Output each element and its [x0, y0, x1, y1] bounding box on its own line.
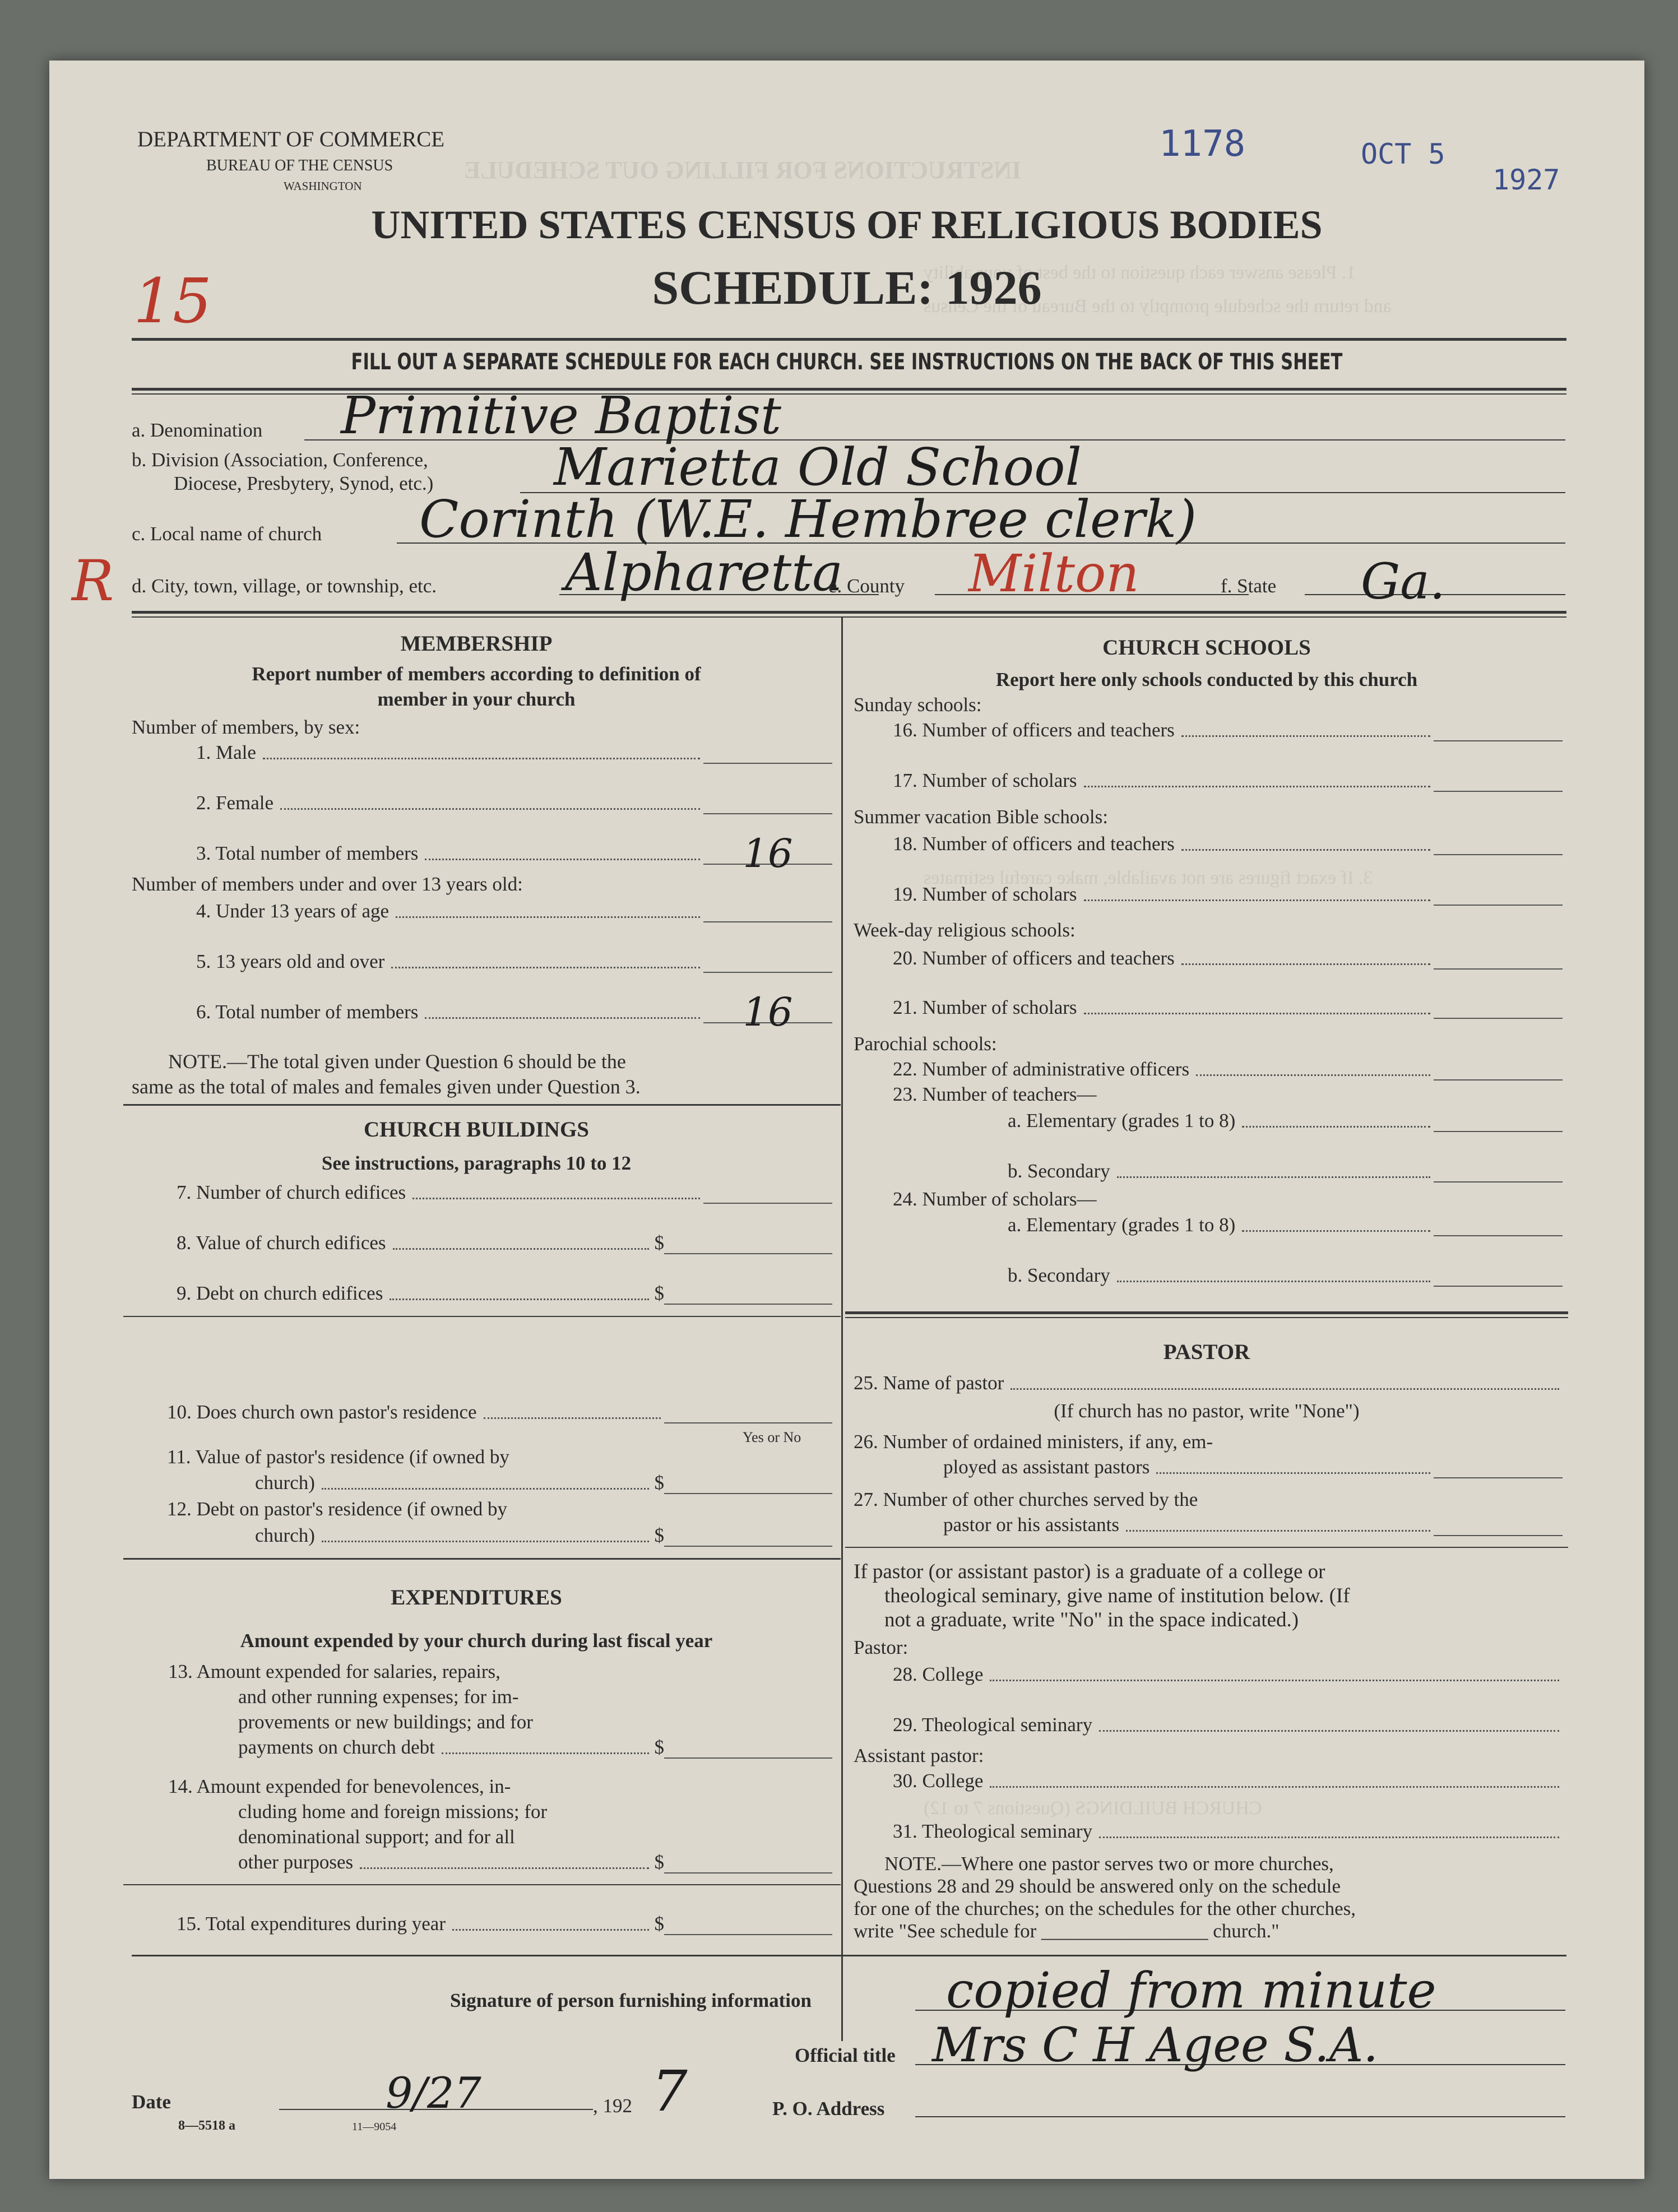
date-value[interactable]: 9/27: [386, 2068, 481, 2118]
q20-answer[interactable]: [1434, 948, 1563, 970]
q1-label: 1. Male: [196, 741, 256, 763]
q23b-label: b. Secondary: [1008, 1160, 1110, 1182]
pastor-title: PASTOR: [1163, 1340, 1250, 1364]
q11-label: 11. Value of pastor's residence (if owned by: [167, 1446, 509, 1468]
q24-label: 24. Number of scholars—: [893, 1188, 1097, 1210]
q26-label-2: ployed as assistant pastors: [943, 1456, 1150, 1478]
q3-answer[interactable]: 16: [703, 843, 832, 865]
margin-number-mark: 15: [133, 265, 212, 337]
q6-label: 6. Total number of members: [196, 1001, 419, 1023]
q24a-row: [1008, 1214, 1563, 1236]
q24a-answer[interactable]: [1434, 1215, 1563, 1236]
q25-row: [854, 1372, 1563, 1394]
division-value: Marietta Old School: [554, 437, 1082, 497]
rule: [845, 1317, 1568, 1318]
left-column: [112, 61, 841, 2179]
q14-row: [238, 1851, 832, 1874]
weekday-schools-label: Week-day religious schools:: [854, 919, 1076, 941]
parochial-schools-label: Parochial schools:: [854, 1033, 997, 1055]
expenditures-subtitle: Amount expended by your church during last fiscal year: [240, 1630, 713, 1652]
q22-answer[interactable]: [1434, 1059, 1563, 1081]
assistant-pastor-label: Assistant pastor:: [854, 1745, 984, 1766]
division-label-2: Diocese, Presbytery, Synod, etc.): [174, 472, 434, 494]
q6-answer[interactable]: 16: [703, 1002, 832, 1023]
q7-row: [177, 1181, 832, 1204]
leader-dots: [322, 1487, 649, 1490]
q23b-answer[interactable]: [1434, 1161, 1563, 1182]
q12-row: [255, 1524, 832, 1547]
leader-dots: [484, 1417, 661, 1419]
q14-label-4: other purposes: [238, 1851, 354, 1873]
pastor-note: NOTE.—Where one pastor serves two or more churches,: [884, 1853, 1334, 1875]
q21-answer[interactable]: [1434, 998, 1563, 1019]
leader-dots: [322, 1540, 649, 1542]
q26-answer[interactable]: [1434, 1457, 1563, 1478]
dollar-sign: $: [654, 1232, 664, 1254]
church-name-value: Corinth (W.E. Hembree clerk): [419, 489, 1197, 549]
leader-dots: [425, 1017, 700, 1019]
by-age-label: Number of members under and over 13 years old:: [132, 873, 523, 895]
form-title: UNITED STATES CENSUS OF RELIGIOUS BODIES: [371, 202, 1323, 247]
q17-label: 17. Number of scholars: [893, 769, 1077, 791]
bleed-through-text: and return the schedule promptly to the Bureau of the Census: [924, 296, 1392, 317]
pastor-sub-label: Pastor:: [854, 1636, 908, 1658]
leader-dots: [1099, 1729, 1559, 1732]
membership-intro-2: member in your church: [377, 688, 576, 710]
q28-row: [893, 1663, 1563, 1686]
q31-label: 31. Theological seminary: [893, 1820, 1093, 1842]
r-margin-mark: R: [72, 548, 114, 614]
leader-dots: [391, 966, 700, 968]
q13-row: [238, 1736, 832, 1759]
q18-label: 18. Number of officers and teachers: [893, 833, 1175, 855]
q13-answer[interactable]: [664, 1737, 832, 1759]
dollar-sign: $: [654, 1282, 664, 1304]
q8-answer[interactable]: [664, 1233, 832, 1254]
q20-label: 20. Number of officers and teachers: [893, 947, 1175, 969]
q6-row: [196, 989, 832, 1035]
received-date-stamp: OCT 5: [1361, 138, 1445, 170]
dollar-sign: $: [654, 1913, 664, 1935]
expenditures-title: EXPENDITURES: [391, 1585, 562, 1610]
q2-label: 2. Female: [196, 792, 274, 814]
dollar-sign: $: [654, 1736, 664, 1758]
q5-row: [196, 950, 832, 973]
q17-row: [893, 769, 1563, 792]
bleed-through-text: CHURCH BUILDINGS (Questions 7 to 12): [924, 1798, 1262, 1819]
q25-note: (If church has no pastor, write "None"): [1054, 1400, 1360, 1422]
pastor-note-4: write "See schedule for _________________ church.": [854, 1920, 1280, 1942]
graduate-instruction-3: not a graduate, write "No" in the space indicated.): [884, 1608, 1299, 1631]
q7-label: 7. Number of church edifices: [177, 1181, 406, 1203]
q12-label: 12. Debt on pastor's residence (if owned by: [167, 1498, 507, 1520]
leader-dots: [990, 1786, 1559, 1788]
q29-row: [893, 1714, 1563, 1736]
date-label: Date: [132, 2091, 171, 2113]
q23a-row: [1008, 1110, 1563, 1132]
leader-dots: [1156, 1472, 1430, 1474]
q16-row: [893, 719, 1563, 741]
rule: [845, 1311, 1568, 1314]
q8-row: [177, 1232, 832, 1254]
denomination-label: a. Denomination: [132, 419, 263, 441]
q19-label: 19. Number of scholars: [893, 883, 1077, 905]
q30-row: [893, 1770, 1563, 1792]
q19-answer[interactable]: [1434, 884, 1563, 906]
leader-dots: [1117, 1280, 1430, 1282]
by-sex-label: Number of members, by sex:: [132, 716, 360, 738]
dollar-sign: $: [654, 1472, 664, 1494]
q4-answer[interactable]: [703, 901, 832, 922]
column-divider: [841, 618, 843, 2041]
date-year-value[interactable]: 7: [652, 2058, 688, 2124]
rule: [132, 1955, 1566, 1956]
q27-row: [943, 1514, 1563, 1536]
q10-answer[interactable]: [664, 1402, 832, 1423]
census-form-sheet: [49, 61, 1644, 2179]
q19-row: [893, 883, 1563, 906]
q24a-label: a. Elementary (grades 1 to 8): [1008, 1214, 1236, 1236]
county-value: Milton: [968, 544, 1139, 604]
bureau-line: BUREAU OF THE CENSUS: [206, 157, 393, 174]
leader-dots: [360, 1867, 648, 1869]
q24b-answer[interactable]: [1434, 1265, 1563, 1287]
q31-row: [893, 1820, 1563, 1843]
q11-row: [255, 1472, 832, 1494]
q14-answer[interactable]: [664, 1852, 832, 1874]
q14-label: 14. Amount expended for benevolences, in-: [168, 1775, 511, 1797]
q23-label: 23. Number of teachers—: [893, 1083, 1097, 1105]
dollar-sign: $: [654, 1524, 664, 1546]
q16-answer[interactable]: [1434, 720, 1563, 741]
division-label: b. Division (Association, Conference,: [132, 449, 428, 471]
q29-label: 29. Theological seminary: [893, 1714, 1093, 1736]
q1-answer[interactable]: [703, 743, 832, 764]
rule: [123, 1884, 841, 1885]
leader-dots: [1099, 1836, 1559, 1838]
q13-label-2: and other running expenses; for im-: [238, 1686, 519, 1708]
q2-female-row: [196, 792, 832, 814]
q27-label-2: pastor or his assistants: [943, 1514, 1120, 1536]
schools-title: CHURCH SCHOOLS: [1102, 636, 1311, 660]
q11-answer[interactable]: [664, 1473, 832, 1494]
q22-row: [893, 1058, 1563, 1081]
q13-label-3: provements or new buildings; and for: [238, 1711, 533, 1733]
leader-dots: [1242, 1125, 1430, 1128]
received-year-stamp: 1927: [1492, 164, 1560, 196]
q3-total-row: [196, 831, 832, 877]
q23a-answer[interactable]: [1434, 1111, 1563, 1132]
q11-label-2: church): [255, 1472, 315, 1494]
schedule-year: SCHEDULE: 1926: [652, 261, 1042, 314]
department-line: DEPARTMENT OF COMMERCE: [137, 127, 445, 151]
city-line: WASHINGTON: [284, 179, 362, 193]
q26-row: [943, 1456, 1563, 1478]
signature-label: Signature of person furnishing information: [450, 1990, 812, 2011]
leader-dots: [390, 1298, 648, 1300]
state-value: Ga.: [1361, 553, 1445, 610]
leader-dots: [1084, 899, 1430, 901]
membership-title: MEMBERSHIP: [400, 632, 553, 656]
rule: [845, 1547, 1568, 1548]
q27-label: 27. Number of other churches served by the: [854, 1488, 1198, 1510]
q8-label: 8. Value of church edifices: [177, 1232, 386, 1254]
leader-dots: [1010, 1388, 1559, 1390]
denomination-value: Primitive Baptist: [341, 386, 781, 446]
q15-label: 15. Total expenditures during year: [177, 1913, 446, 1935]
leader-dots: [990, 1679, 1559, 1681]
q27-answer[interactable]: [1434, 1515, 1563, 1536]
q23b-row: [1008, 1160, 1563, 1182]
church-name-label: c. Local name of church: [132, 523, 322, 545]
instruction-banner: FILL OUT A SEPARATE SCHEDULE FOR EACH CHURCH. SEE INSTRUCTIONS ON THE BACK OF THIS SHEET: [351, 349, 1343, 375]
leader-dots: [393, 1248, 649, 1250]
leader-dots: [442, 1752, 649, 1754]
print-number: 11—9054: [352, 2121, 397, 2133]
leader-dots: [1181, 963, 1430, 965]
membership-note: NOTE.—The total given under Question 6 should be the: [168, 1050, 626, 1073]
q25-label: 25. Name of pastor: [854, 1372, 1004, 1394]
bleed-through-text: 1. Please answer each question to the best of your ability: [924, 262, 1356, 283]
leader-dots: [263, 757, 700, 759]
field-line: [915, 2116, 1565, 2117]
leader-dots: [425, 858, 700, 860]
leader-dots: [1181, 848, 1430, 851]
membership-intro: Report number of members according to definition of: [252, 663, 701, 685]
q9-answer[interactable]: [664, 1283, 832, 1305]
leader-dots: [1084, 1012, 1430, 1014]
q28-label: 28. College: [893, 1663, 984, 1685]
bleed-through-text: 3. If exact figures are not available, make careful estimates: [924, 868, 1373, 888]
q9-label: 9. Debt on church edifices: [177, 1282, 383, 1304]
q13-label: 13. Amount expended for salaries, repairs,: [168, 1661, 500, 1682]
q30-label: 30. College: [893, 1770, 984, 1792]
q21-row: [893, 996, 1563, 1019]
sunday-schools-label: Sunday schools:: [854, 694, 982, 716]
q10-label: 10. Does church own pastor's residence: [167, 1401, 477, 1423]
leader-dots: [1196, 1074, 1430, 1076]
buildings-subtitle: See instructions, paragraphs 10 to 12: [321, 1152, 632, 1174]
leader-dots: [1242, 1230, 1430, 1232]
q26-label: 26. Number of ordained ministers, if any, em-: [854, 1431, 1213, 1453]
q15-answer[interactable]: [664, 1914, 832, 1935]
q3-label: 3. Total number of members: [196, 842, 419, 864]
q9-row: [177, 1282, 832, 1305]
q2-answer[interactable]: [703, 793, 832, 814]
q22-label: 22. Number of administrative officers: [893, 1058, 1190, 1080]
q4-row: [196, 900, 832, 922]
pastor-note-3: for one of the churches; on the schedules for the other churches,: [854, 1898, 1356, 1919]
q18-row: [893, 833, 1563, 855]
graduate-instruction: If pastor (or assistant pastor) is a graduate of a college or: [854, 1560, 1325, 1583]
schedule-number-stamp: 1178: [1159, 123, 1246, 165]
bleed-through-text: INSTRUCTIONS FOR FILLING OUT SCHEDULE: [464, 156, 1022, 184]
q14-label-3: denominational support; and for all: [238, 1826, 515, 1848]
leader-dots: [1084, 785, 1430, 787]
graduate-instruction-2: theological seminary, give name of institution below. (If: [884, 1584, 1350, 1607]
leader-dots: [396, 916, 700, 918]
city-label: d. City, town, village, or township, etc.: [132, 575, 437, 597]
q21-label: 21. Number of scholars: [893, 996, 1077, 1018]
rule: [123, 1558, 841, 1560]
right-column: [845, 61, 1568, 2179]
q23a-label: a. Elementary (grades 1 to 8): [1008, 1110, 1236, 1131]
q5-answer[interactable]: [703, 952, 832, 973]
summer-schools-label: Summer vacation Bible schools:: [854, 806, 1108, 828]
rule: [123, 1316, 841, 1317]
pastor-note-2: Questions 28 and 29 should be answered only on the schedule: [854, 1875, 1341, 1897]
po-address-label: P. O. Address: [772, 2098, 885, 2120]
leader-dots: [280, 808, 700, 810]
q12-answer[interactable]: [664, 1525, 832, 1547]
form-number: 8—5518 a: [178, 2118, 235, 2133]
q12-label-2: church): [255, 1524, 315, 1546]
q10-row: [167, 1401, 832, 1423]
q16-label: 16. Number of officers and teachers: [893, 719, 1175, 741]
q13-label-4: payments on church debt: [238, 1736, 435, 1758]
schools-subtitle: Report here only schools conducted by this church: [995, 669, 1418, 690]
q7-answer[interactable]: [703, 1182, 832, 1204]
q14-label-2: cluding home and foreign missions; for: [238, 1801, 548, 1823]
city-value: Alpharetta: [565, 542, 843, 602]
state-label: f. State: [1221, 575, 1277, 597]
q20-row: [893, 947, 1563, 970]
signature-value[interactable]: copied from minute: [946, 1961, 1436, 2019]
leader-dots: [1126, 1529, 1430, 1532]
official-title-value[interactable]: Mrs C H Agee S.A.: [932, 2018, 1379, 2072]
q5-label: 5. 13 years old and over: [196, 950, 385, 972]
dollar-sign: $: [654, 1851, 664, 1873]
official-title-label: Official title: [795, 2044, 896, 2066]
leader-dots: [452, 1928, 649, 1931]
county-label: e. County: [828, 575, 905, 597]
q15-row: [177, 1913, 832, 1935]
leader-dots: [412, 1197, 700, 1199]
q17-answer[interactable]: [1434, 771, 1563, 792]
q18-answer[interactable]: [1434, 834, 1563, 855]
membership-note-2: same as the total of males and females given under Question 3.: [132, 1075, 641, 1098]
q1-male-row: [196, 741, 832, 764]
rule: [123, 1104, 841, 1106]
buildings-title: CHURCH BUILDINGS: [364, 1117, 589, 1142]
q24b-row: [1008, 1264, 1563, 1287]
leader-dots: [1181, 735, 1430, 737]
q4-label: 4. Under 13 years of age: [196, 900, 390, 922]
yes-no-caption: Yes or No: [743, 1429, 801, 1445]
q24b-label: b. Secondary: [1008, 1264, 1110, 1286]
date-year-prefix: , 192: [593, 2095, 632, 2117]
leader-dots: [1117, 1176, 1430, 1178]
